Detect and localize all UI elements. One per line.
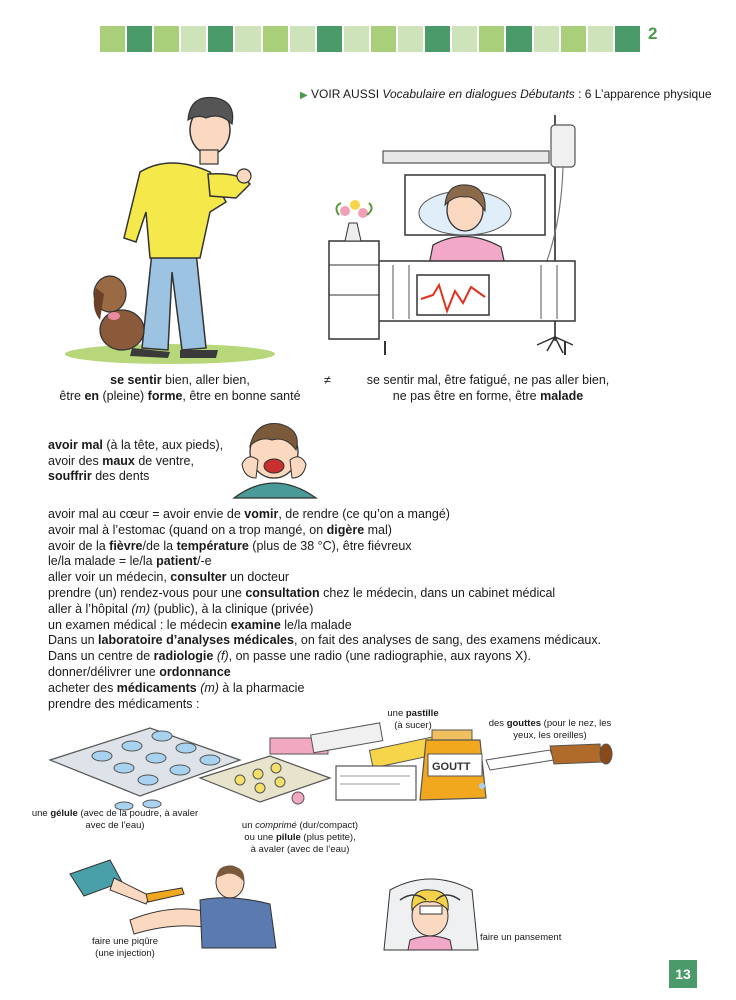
text-run: ou une (244, 832, 276, 843)
header-color-block (317, 26, 342, 52)
bold-term: se sentir (110, 373, 162, 387)
text-run: avoir des (48, 453, 103, 468)
bold-term: fièvre (109, 538, 143, 553)
text-run: avoir mal à l’estomac (quand on a trop mangé, on (48, 522, 327, 537)
bold-term: gouttes (506, 718, 542, 729)
header-color-block (425, 26, 450, 52)
text-run: de ventre, (134, 453, 194, 468)
comprime-caption-line (230, 820, 370, 832)
bold-term: ordonnance (159, 664, 231, 679)
bold-term: en (84, 388, 100, 403)
text-run: prendre (un) rendez-vous pour une (48, 585, 246, 600)
text-run: le/la malade = le/la (48, 554, 157, 569)
text-run: acheter des (48, 680, 117, 695)
header-color-block (479, 26, 504, 52)
bold-term: avoir mal (48, 438, 103, 452)
bottle-label: GOUTT (432, 761, 471, 773)
text-run: faire un pansement (480, 932, 562, 943)
text-run: aller à l’hôpital (48, 601, 132, 616)
header-color-block (452, 26, 477, 52)
pastille-caption (368, 708, 458, 732)
vocabulary-line (48, 554, 688, 570)
bold-term: malade (540, 388, 584, 403)
header-color-block (208, 26, 233, 52)
header-color-block (534, 26, 559, 52)
text-run: à la pharmacie (218, 680, 305, 695)
bold-term: maux (102, 453, 135, 468)
gender-note: comprimé (255, 820, 297, 831)
bandage-caption-line (480, 932, 561, 944)
injection-caption-line (70, 936, 180, 948)
text-run: , de rendre (ce qu’on a mangé) (278, 507, 450, 521)
text-run: un (241, 820, 256, 831)
vocabulary-list (48, 507, 688, 712)
text-run: (public), à la clinique (privée) (150, 601, 314, 616)
bold-term: laboratoire d’analyses médicales (98, 633, 294, 648)
text-run: (à la tête, aux pieds), (102, 438, 224, 452)
see-also-prefix: VOIR AUSSI (311, 87, 380, 101)
text-run: (à sucer) (394, 720, 432, 731)
text-run: chez le médecin, dans un cabinet médical (319, 585, 556, 600)
text-run: /-e (197, 554, 212, 569)
text-run: (pour le nez, les (541, 718, 612, 729)
comprime-caption-line (230, 832, 370, 844)
pain-line (48, 438, 238, 454)
header-color-block (154, 26, 179, 52)
injection-caption (70, 936, 180, 960)
text-run: , être en bonne santé (182, 388, 301, 403)
pastille-caption-line (368, 708, 458, 720)
vocabulary-line (48, 633, 688, 649)
vocabulary-line (48, 570, 688, 586)
text-run: un docteur (226, 570, 290, 585)
header-color-block (588, 26, 613, 52)
text-run: des dents (91, 469, 150, 483)
vocabulary-line (48, 618, 688, 634)
text-run: avec de l’eau) (85, 820, 145, 831)
triangle-right-icon: ▶ (300, 90, 308, 101)
text-run: , on passe une radio (une radiographie, aux rayons X). (228, 649, 531, 664)
text-run: aller voir un médecin, (48, 570, 171, 585)
header-color-block (506, 26, 531, 52)
not-equal-sign: ≠ (324, 373, 331, 387)
healthy-man-illustration (60, 72, 290, 372)
sick-woman-illustration (305, 115, 605, 365)
bold-term: digère (326, 522, 365, 537)
text-run: (une injection) (95, 948, 155, 959)
feel-good-text (40, 373, 320, 404)
text-run: des (488, 718, 507, 729)
header-color-block (181, 26, 206, 52)
text-run: prendre des médicaments : (48, 696, 200, 711)
text-run: (pleine) (99, 388, 148, 403)
page-number: 13 (669, 960, 697, 988)
text-run: avoir de la (48, 538, 110, 553)
bold-term: vomir (244, 507, 279, 521)
bold-term: pastille (405, 708, 439, 719)
feel-good-line-2 (40, 389, 320, 405)
text-run: (dur/compact) (296, 820, 359, 831)
text-run: /de la (142, 538, 177, 553)
comprime-caption-line (230, 844, 370, 856)
gouttes-caption-line (480, 718, 620, 730)
bold-term: patient (156, 554, 198, 569)
pain-line (48, 469, 238, 485)
text-run: mal) (364, 522, 392, 537)
bandage-illustration (380, 860, 480, 950)
vocabulary-line (48, 586, 688, 602)
header-color-bar (100, 26, 640, 52)
bold-term: gélule (50, 808, 78, 819)
bold-term: consultation (245, 585, 320, 600)
vocabulary-line (48, 681, 688, 697)
vocabulary-line (48, 539, 688, 555)
header-color-block (344, 26, 369, 52)
pastille-caption-line (368, 720, 458, 732)
injection-caption-line (70, 948, 180, 960)
vocabulary-line (48, 649, 688, 665)
text-run: une (387, 708, 406, 719)
pain-text (48, 438, 238, 485)
header-color-block (263, 26, 288, 52)
text-run: yeux, les oreilles) (513, 730, 587, 741)
feel-bad-text (338, 373, 638, 404)
text-run: une (31, 808, 51, 819)
gender-note: (f) (216, 649, 229, 664)
text-run: le/la malade (280, 617, 352, 632)
header-color-block (100, 26, 125, 52)
bold-term: température (176, 538, 249, 553)
gender-note: (m) (131, 601, 151, 616)
text-run: bien, aller bien, (161, 373, 250, 387)
gouttes-caption-line (480, 730, 620, 742)
text-run: avoir mal au cœur = avoir envie de (48, 507, 245, 521)
header-color-block (561, 26, 586, 52)
gelule-caption-line (30, 820, 200, 832)
vocabulary-line (48, 507, 688, 523)
gender-note: (m) (200, 680, 219, 695)
header-color-block (235, 26, 260, 52)
text-run: (plus de 38 °C), être fiévreux (248, 538, 412, 553)
header-color-block (371, 26, 396, 52)
bold-term: médicaments (116, 680, 197, 695)
text-run: , on fait des analyses de sang, des examens médicaux. (293, 633, 602, 648)
pain-line (48, 454, 238, 470)
toothache-man-illustration (228, 412, 318, 502)
text-run: se sentir mal, être fatigué, ne pas aller bien, (366, 373, 610, 387)
vocabulary-line (48, 523, 688, 539)
feel-good-line-1 (40, 373, 320, 389)
bold-term: radiologie (153, 649, 214, 664)
header-color-block (290, 26, 315, 52)
gelule-caption-line (30, 808, 200, 820)
comprime-caption (230, 820, 370, 856)
text-run: donner/délivrer une (48, 664, 160, 679)
header-color-block (127, 26, 152, 52)
gelule-caption (30, 808, 200, 832)
vocabulary-line (48, 602, 688, 618)
text-run: (plus petite), (300, 832, 356, 843)
text-run: être (59, 388, 85, 403)
text-run: faire une piqûre (91, 936, 159, 947)
feel-bad-line-1 (338, 373, 638, 389)
bold-term: pilule (275, 832, 301, 843)
bold-term: forme (147, 388, 183, 403)
text-run: Dans un (48, 633, 99, 648)
text-run: (avec de la poudre, à avaler (77, 808, 199, 819)
bandage-caption (480, 932, 561, 944)
header-color-block (398, 26, 423, 52)
feel-bad-line-2 (338, 389, 638, 405)
text-run: Dans un centre de (48, 649, 154, 664)
text-run: un examen médical : le médecin (48, 617, 231, 632)
text-run: ne pas être en forme, être (392, 388, 541, 403)
vocabulary-line (48, 665, 688, 681)
bold-term: consulter (170, 570, 227, 585)
see-also-ref: : 6 L’apparence physique (578, 87, 712, 101)
bold-term: souffrir (48, 469, 92, 483)
text-run: à avaler (avec de l’eau) (250, 844, 350, 855)
header-color-block (615, 26, 640, 52)
see-also-book: Vocabulaire en dialogues Débutants (382, 87, 575, 101)
see-also-reference (300, 87, 712, 101)
bold-term: examine (230, 617, 281, 632)
chapter-number: 2 (648, 24, 658, 43)
gouttes-caption (480, 718, 620, 742)
